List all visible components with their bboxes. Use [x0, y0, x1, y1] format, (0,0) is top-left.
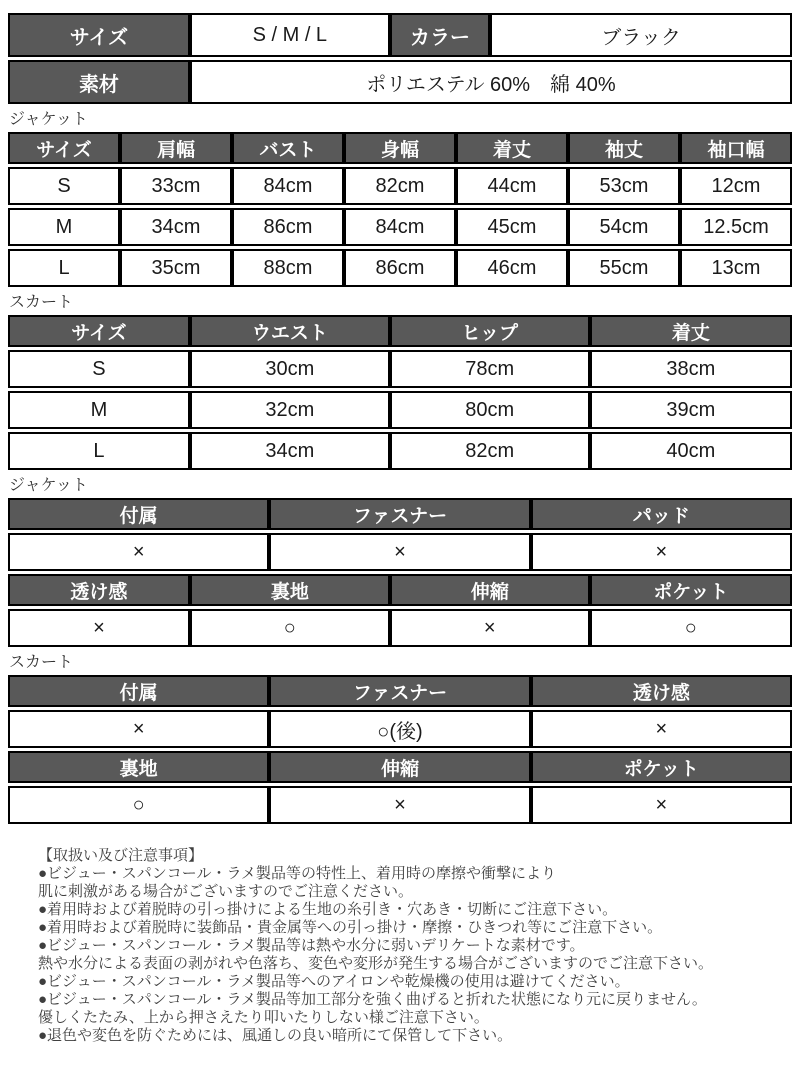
color-value-cell: ブラック	[490, 13, 792, 57]
cell-value: 12.5cm	[680, 208, 792, 246]
jacket-details-table-2	[8, 571, 792, 650]
note-line: ●着用時および着脱時の引っ掛けによる生地の糸引き・穴あき・切断にご注意下さい。	[38, 901, 618, 918]
cell-value: 82cm	[344, 167, 456, 205]
cell-value: S	[8, 350, 190, 388]
header-row	[8, 315, 792, 347]
column-header: 伸縮	[269, 751, 530, 783]
cell-value: ×	[531, 786, 792, 824]
cell-value: ×	[269, 786, 530, 824]
cell-value: 32cm	[190, 391, 390, 429]
column-header: 裏地	[8, 751, 269, 783]
cell-value: 34cm	[120, 208, 232, 246]
column-header: バスト	[232, 132, 344, 164]
cell-value: 55cm	[568, 249, 680, 287]
table-row	[8, 60, 792, 104]
value-row	[8, 710, 792, 748]
skirt-details-table-2	[8, 748, 792, 827]
column-header: ウエスト	[190, 315, 390, 347]
jacket-details-section-label: ジャケット	[9, 477, 88, 494]
column-header: 身幅	[344, 132, 456, 164]
skirt-size-table	[8, 312, 792, 473]
product-info-table	[8, 10, 792, 107]
cell-value: M	[8, 208, 120, 246]
value-row	[8, 533, 792, 571]
cell-value: 80cm	[390, 391, 590, 429]
column-header: サイズ	[8, 315, 190, 347]
cell-value: 84cm	[232, 167, 344, 205]
header-row	[8, 574, 792, 606]
column-header: 裏地	[190, 574, 390, 606]
notes-title: 【取扱い及び注意事項】	[38, 847, 204, 864]
column-header: 付属	[8, 675, 269, 707]
note-line: ●ビジュー・スパンコール・ラメ製品等の特性上、着用時の摩擦や衝撃により	[38, 865, 557, 882]
note-line: ●ビジュー・スパンコール・ラメ製品等へのアイロンや乾燥機の使用は避けてください。	[38, 973, 630, 990]
table-row	[8, 167, 792, 205]
column-header: 袖口幅	[680, 132, 792, 164]
cell-value: ×	[531, 710, 792, 748]
cell-value: ×	[269, 533, 530, 571]
jacket-details-table-1	[8, 495, 792, 574]
notes-lines	[38, 865, 784, 1045]
column-header: パッド	[531, 498, 792, 530]
cell-value: 34cm	[190, 432, 390, 470]
column-header: サイズ	[8, 132, 120, 164]
column-header: 肩幅	[120, 132, 232, 164]
cell-value: 45cm	[456, 208, 568, 246]
color-header-cell: カラー	[390, 13, 490, 57]
cell-value: 78cm	[390, 350, 590, 388]
header-row	[8, 498, 792, 530]
cell-value: 53cm	[568, 167, 680, 205]
cell-value: 88cm	[232, 249, 344, 287]
note-line: ●退色や変色を防ぐためには、風通しの良い暗所にて保管して下さい。	[38, 1027, 513, 1044]
cell-value: 35cm	[120, 249, 232, 287]
cell-value: 86cm	[344, 249, 456, 287]
column-header: 着丈	[590, 315, 792, 347]
cell-value: 12cm	[680, 167, 792, 205]
cell-value: ×	[8, 710, 269, 748]
column-header: 伸縮	[390, 574, 590, 606]
cell-value: 86cm	[232, 208, 344, 246]
column-header: ポケット	[590, 574, 792, 606]
cell-value: 30cm	[190, 350, 390, 388]
cell-value: ○(後)	[269, 710, 530, 748]
jacket-size-table	[8, 129, 792, 290]
cell-value: M	[8, 391, 190, 429]
cell-value: ○	[8, 786, 269, 824]
skirt-size-rows	[8, 350, 792, 470]
column-header: ポケット	[531, 751, 792, 783]
column-header: 袖丈	[568, 132, 680, 164]
note-line: 肌に刺激がある場合がございますのでご注意ください。	[38, 883, 414, 900]
cell-value: 84cm	[344, 208, 456, 246]
jacket-size-rows	[8, 167, 792, 287]
column-header: ファスナー	[269, 498, 530, 530]
material-header-cell: 素材	[8, 60, 190, 104]
column-header: 透け感	[8, 574, 190, 606]
cell-value: ○	[190, 609, 390, 647]
column-header: ヒップ	[390, 315, 590, 347]
column-header: 着丈	[456, 132, 568, 164]
material-value-cell: ポリエステル 60% 綿 40%	[190, 60, 792, 104]
skirt-details-table-1	[8, 672, 792, 751]
cell-value: ○	[590, 609, 792, 647]
cell-value: L	[8, 249, 120, 287]
cell-value: ×	[531, 533, 792, 571]
header-row	[8, 751, 792, 783]
cell-value: 44cm	[456, 167, 568, 205]
note-line: ●ビジュー・スパンコール・ラメ製品等は熱や水分に弱いデリケートな素材です。	[38, 937, 585, 954]
note-line: ●着用時および着脱時に装飾品・貴金属等への引っ掛け・摩擦・ひきつれ等にご注意下さい。	[38, 919, 663, 936]
skirt-size-section-label: スカート	[9, 294, 74, 311]
cell-value: ×	[8, 533, 269, 571]
table-row	[8, 350, 792, 388]
cell-value: ×	[390, 609, 590, 647]
note-line: ●ビジュー・スパンコール・ラメ製品等加工部分を強く曲げると折れた状態になり元に戻りません。	[38, 991, 707, 1008]
skirt-details-section-label: スカート	[9, 654, 74, 671]
cell-value: 39cm	[590, 391, 792, 429]
column-header: ファスナー	[269, 675, 530, 707]
table-row	[8, 208, 792, 246]
cell-value: 33cm	[120, 167, 232, 205]
cell-value: 54cm	[568, 208, 680, 246]
cell-value: 40cm	[590, 432, 792, 470]
size-value-cell: S / M / L	[190, 13, 390, 57]
size-header-cell: サイズ	[8, 13, 190, 57]
table-row	[8, 249, 792, 287]
header-row	[8, 132, 792, 164]
table-row	[8, 13, 792, 57]
cell-value: 82cm	[390, 432, 590, 470]
cell-value: 46cm	[456, 249, 568, 287]
cell-value: 38cm	[590, 350, 792, 388]
table-row	[8, 391, 792, 429]
note-line: 優しくたたみ、上から押さえたり叩いたりしない様ご注意下さい。	[38, 1009, 489, 1026]
cell-value: S	[8, 167, 120, 205]
note-line: 熱や水分による表面の剥がれや色落ち、変色や変形が発生する場合がございますのでご注意下さい。	[38, 955, 714, 972]
table-row	[8, 432, 792, 470]
cell-value: ×	[8, 609, 190, 647]
cell-value: 13cm	[680, 249, 792, 287]
column-header: 付属	[8, 498, 269, 530]
jacket-size-section-label: ジャケット	[9, 111, 88, 128]
value-row	[8, 609, 792, 647]
value-row	[8, 786, 792, 824]
cell-value: L	[8, 432, 190, 470]
care-notes	[8, 847, 792, 1045]
header-row	[8, 675, 792, 707]
column-header: 透け感	[531, 675, 792, 707]
